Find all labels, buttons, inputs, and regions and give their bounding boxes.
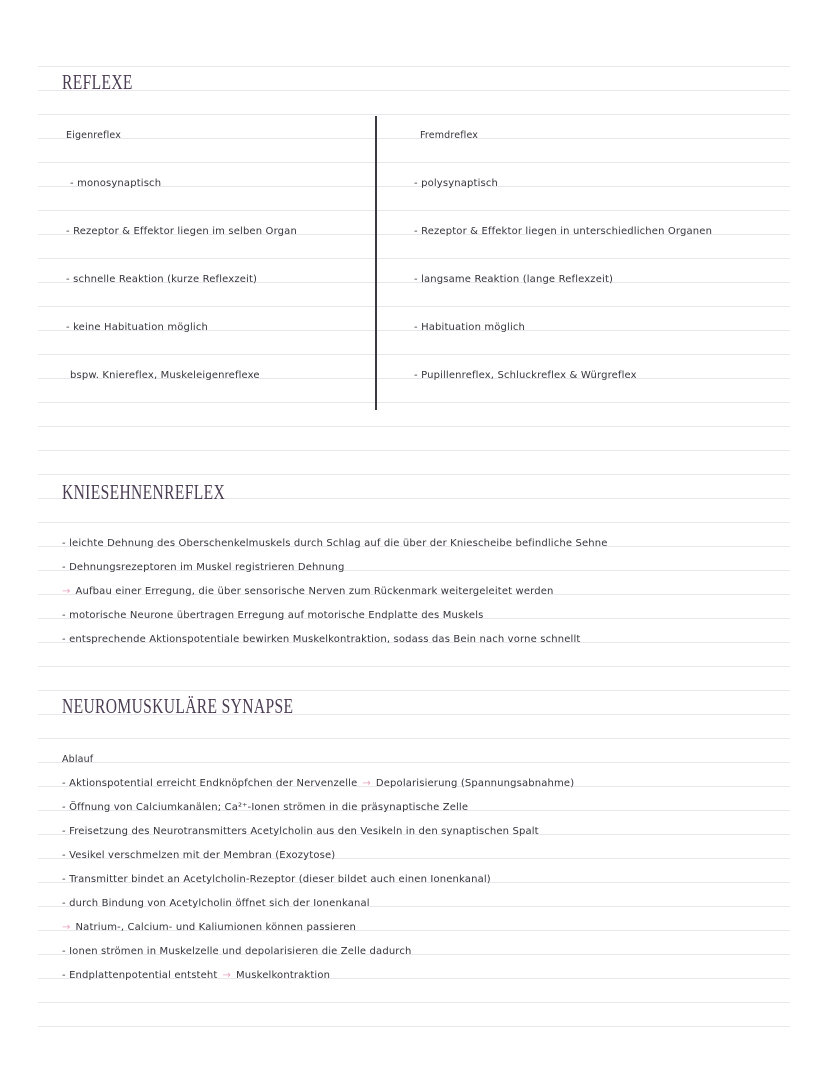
ruled-line	[38, 306, 790, 307]
fremdreflex-item: - Habituation möglich	[414, 322, 526, 333]
ruled-line	[38, 90, 790, 91]
kniesehnenreflex-item	[62, 586, 554, 598]
ruled-line	[38, 258, 790, 259]
ruled-line	[38, 138, 790, 139]
synapse-item	[62, 970, 330, 982]
kniesehnenreflex-item: - motorische Neurone übertragen Erregung auf motorische Endplatte des Muskels	[62, 610, 484, 621]
ruled-line	[38, 1002, 790, 1003]
ruled-line	[38, 210, 790, 211]
ruled-line	[38, 402, 790, 403]
fremdreflex-item: - polysynaptisch	[414, 178, 499, 189]
synapse-item: - Freisetzung des Neurotransmitters Acetylcholin aus den Vesikeln in den synaptischen Spalt	[62, 826, 539, 837]
eigenreflex-item: - keine Habituation möglich	[66, 322, 208, 333]
ruled-line	[38, 114, 790, 115]
ruled-line	[38, 690, 790, 691]
eigenreflex-item: - schnelle Reaktion (kurze Reflexzeit)	[66, 274, 258, 285]
eigenreflex-item: - Rezeptor & Effektor liegen im selben Organ	[66, 226, 297, 237]
fremdreflex-item: - langsame Reaktion (lange Reflexzeit)	[414, 274, 614, 285]
ruled-line	[38, 66, 790, 67]
ruled-line	[38, 1026, 790, 1027]
synapse-item	[62, 922, 356, 934]
ruled-line	[38, 354, 790, 355]
kniesehnenreflex-item: - leichte Dehnung des Oberschenkelmuskels durch Schlag auf die über der Kniescheibe befindliche Sehne	[62, 538, 608, 549]
eigenreflex-heading: Eigenreflex	[66, 130, 122, 141]
ruled-line	[38, 762, 790, 763]
fremdreflex-heading: Fremdreflex	[420, 130, 479, 141]
arrow-icon: →	[62, 922, 71, 933]
eigenreflex-item: bspw. Kniereflex, Muskeleigenreflexe	[70, 370, 260, 381]
synapse-item: - Transmitter bindet an Acetylcholin-Rezeptor (dieser bildet auch einen Ionenkanal)	[62, 874, 491, 885]
fremdreflex-item: - Pupillenreflex, Schluckreflex & Würgreflex	[414, 370, 637, 381]
synapse-item: - Ionen strömen in Muskelzelle und depolarisieren die Zelle dadurch	[62, 946, 412, 957]
ruled-line	[38, 474, 790, 475]
ruled-line	[38, 426, 790, 427]
arrow-icon: →	[362, 778, 371, 789]
synapse-item: - Öffnung von Calciumkanälen; Ca²⁺-Ionen strömen in die präsynaptische Zelle	[62, 802, 469, 813]
ruled-line	[38, 522, 790, 523]
ruled-line	[38, 450, 790, 451]
ruled-line	[38, 666, 790, 667]
eigenreflex-item: - monosynaptisch	[70, 178, 162, 189]
synapse-item-text: Natrium-, Calcium- und Kaliumionen können passieren	[75, 922, 357, 933]
synapse-item-text: - Endplattenpotential entsteht	[62, 970, 218, 981]
kniesehnenreflex-item: - Dehnungsrezeptoren im Muskel registrieren Dehnung	[62, 562, 345, 573]
kniesehnenreflex-item: - entsprechende Aktionspotentiale bewirken Muskelkontraktion, sodass das Bein nach vorne schnellt	[62, 634, 581, 645]
reflexe-title: REFLEXE	[62, 70, 133, 94]
arrow-icon: →	[222, 970, 232, 981]
synapse-item-text: Muskelkontraktion	[236, 970, 331, 981]
kniesehnenreflex-item-text: Aufbau einer Erregung, die über sensorische Nerven zum Rückenmark weitergeleitet werden	[75, 586, 554, 597]
synapse-item-text: Depolarisierung (Spannungsabnahme)	[375, 778, 575, 789]
arrow-icon: →	[62, 586, 71, 597]
synapse-item: - Vesikel verschmelzen mit der Membran (Exozytose)	[62, 850, 336, 861]
ruled-line	[38, 162, 790, 163]
ruled-line	[38, 738, 790, 739]
fremdreflex-item: - Rezeptor & Effektor liegen in unterschiedlichen Organen	[414, 226, 713, 237]
synapse-item-text: - Aktionspotential erreicht Endknöpfchen der Nervenzelle	[62, 778, 358, 789]
kniesehnenreflex-title: KNIESEHNENREFLEX	[62, 480, 226, 504]
synapse-item	[62, 778, 574, 790]
synapse-title: NEUROMUSKULÄRE SYNAPSE	[62, 694, 294, 718]
synapse-item: - durch Bindung von Acetylcholin öffnet sich der Ionenkanal	[62, 898, 370, 909]
ablauf-heading: Ablauf	[62, 754, 94, 765]
column-divider	[375, 116, 377, 410]
